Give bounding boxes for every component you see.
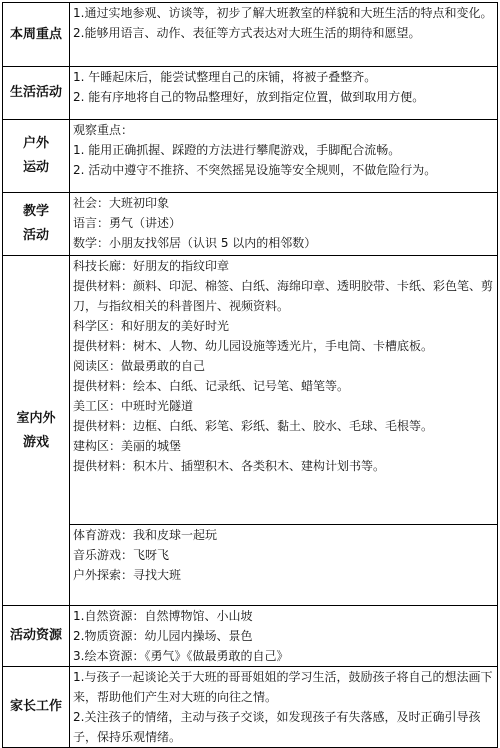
label-daily-life xyxy=(3,67,70,120)
text-line: 观察重点： xyxy=(73,123,134,137)
text-line: 科技长廊：好朋友的指纹印章 xyxy=(73,259,230,273)
content-games-indoor xyxy=(70,256,498,525)
label-resources xyxy=(3,606,70,667)
label-text: 活动 xyxy=(22,228,49,243)
text-line: 1. 能用正确抓握、踩蹬的方法进行攀爬游戏，手脚配合流畅。 xyxy=(73,143,401,157)
content-games-outdoor xyxy=(70,525,498,606)
text-line: 科学区：和好朋友的美好时光 xyxy=(73,319,230,333)
row-teaching xyxy=(3,193,498,256)
row-outdoor-sports xyxy=(3,120,498,193)
label-text: 运动 xyxy=(22,160,49,175)
text-line: 1.通过实地参观、访谈等，初步了解大班教室的样貌和大班生活的特点和变化。 xyxy=(73,6,493,20)
label-text: 室内外 xyxy=(16,410,56,426)
text-line: 1.自然资源：自然博物馆、小山坡 xyxy=(73,609,253,623)
row-daily-life xyxy=(3,67,498,120)
content-outdoor-sports xyxy=(70,120,498,193)
row-games-outdoor xyxy=(3,525,498,606)
text-line: 2. 能有序地将自己的物品整理好，放到指定位置，做到取用方便。 xyxy=(73,90,425,104)
label-parent-work xyxy=(3,667,70,748)
text-line: 提供材料：树木、人物、幼儿园设施等透光片，手电筒、卡槽底板。 xyxy=(73,339,434,353)
content-parent-work xyxy=(70,667,498,748)
text-line: 3.绘本资源：《勇气》《做最勇敢的自己》 xyxy=(73,649,289,663)
text-line: 体育游戏：我和皮球一起玩 xyxy=(73,528,218,542)
weekly-plan-table xyxy=(2,2,498,748)
label-text: 生活活动 xyxy=(9,85,62,100)
text-line: 提供材料：边框、白纸、彩笔、彩纸、黏土、胶水、毛球、毛根等。 xyxy=(73,419,434,433)
label-text: 家长工作 xyxy=(9,699,62,714)
text-line: 提供材料：绘本、白纸、记录纸、记号笔、蜡笔等。 xyxy=(73,379,350,393)
label-text: 活动资源 xyxy=(9,628,62,643)
label-teaching xyxy=(3,193,70,256)
text-line: 提供材料：颜料、印泥、棉签、白纸、海绵印章、透明胶带、卡纸、彩色笔、剪刀，与指纹相关的科普图片、视频资料。 xyxy=(73,279,494,313)
text-line: 数学：小朋友找邻居（认识 5 以内的相邻数） xyxy=(73,236,317,250)
text-line: 建构区：美丽的城堡 xyxy=(73,439,182,453)
content-daily-life xyxy=(70,67,498,120)
text-line: 音乐游戏：飞呀飞 xyxy=(73,548,170,562)
label-outdoor-sports xyxy=(3,120,70,193)
row-games-indoor xyxy=(3,256,498,525)
label-text: 教学 xyxy=(22,204,49,219)
content-teaching xyxy=(70,193,498,256)
text-line: 1. 午睡起床后，能尝试整理自己的床铺，将被子叠整齐。 xyxy=(73,70,377,84)
label-text: 本周重点 xyxy=(9,26,62,42)
text-line: 阅读区：做最勇敢的自己 xyxy=(73,359,206,373)
label-text: 游戏 xyxy=(22,434,49,450)
row-parent-work xyxy=(3,667,498,748)
content-weekly-focus xyxy=(70,3,498,67)
text-line: 提供材料：积木片、插塑积木、各类积木、建构计划书等。 xyxy=(73,459,386,473)
text-line: 美工区：中班时光隧道 xyxy=(73,399,194,413)
row-weekly-focus xyxy=(3,3,498,67)
text-line: 1.与孩子一起谈论关于大班的哥哥姐姐的学习生活，鼓励孩子将自己的想法画下来，帮助他们产生对大班的向往之情。 xyxy=(73,670,493,704)
label-weekly-focus xyxy=(3,3,70,67)
label-text: 户外 xyxy=(22,136,49,151)
row-resources xyxy=(3,606,498,667)
label-games xyxy=(3,256,70,606)
text-line: 社会：大班初印象 xyxy=(73,196,170,210)
text-line: 2.能够用语言、动作、表征等方式表达对大班生活的期待和愿望。 xyxy=(73,26,421,40)
content-resources xyxy=(70,606,498,667)
text-line: 2.关注孩子的情绪，主动与孩子交谈，如发现孩子有失落感，及时正确引导孩子，保持乐观情绪。 xyxy=(73,710,481,744)
text-line: 语言：勇气（讲述） xyxy=(73,216,182,230)
text-line: 2. 活动中遵守不推挤、不突然摇晃设施等安全规则，不做危险行为。 xyxy=(73,163,437,177)
text-line: 户外探索：寻找大班 xyxy=(73,568,182,582)
text-line: 2.物质资源：幼儿园内操场、景色 xyxy=(73,629,253,643)
